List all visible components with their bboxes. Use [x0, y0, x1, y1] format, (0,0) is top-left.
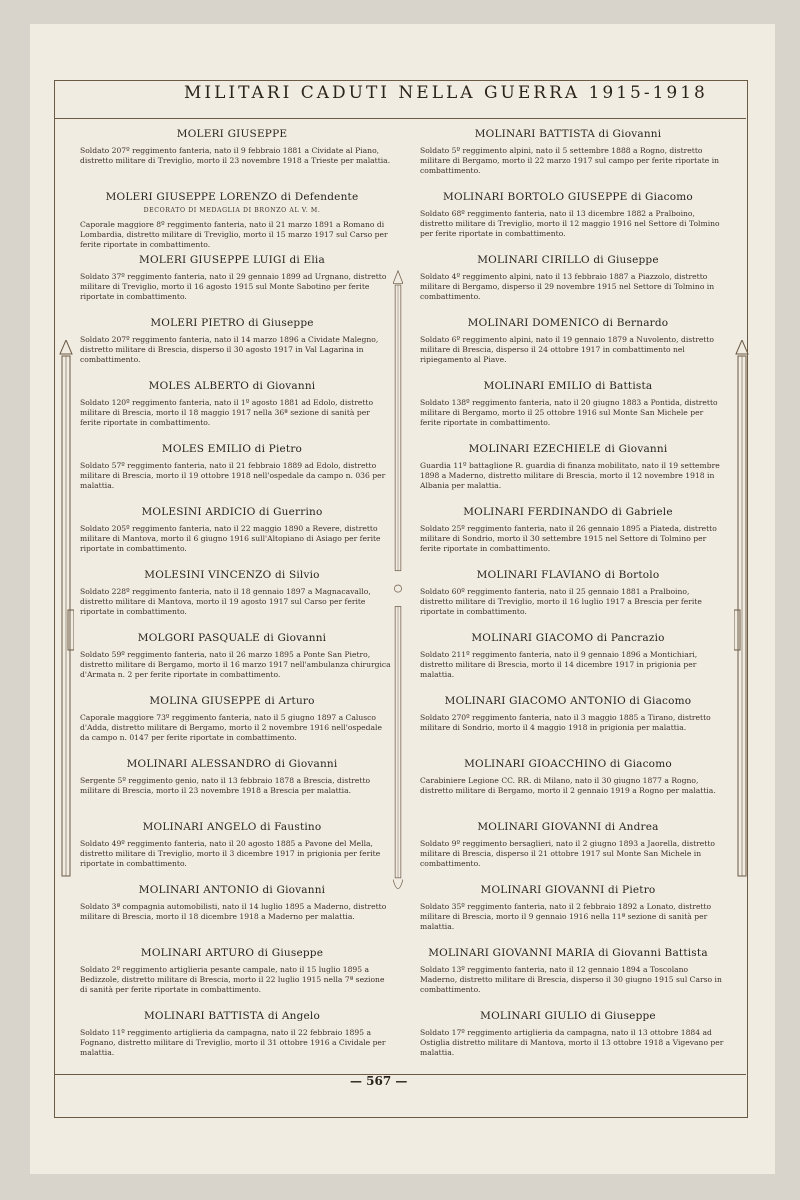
entry-name: MOLERI PIETRO di Giuseppe	[150, 317, 314, 329]
entry	[412, 632, 724, 680]
entry-text: Soldato 35º reggimento fanteria, nato il 2 febbraio 1892 a Lonato, distretto militare di Brescia, morto il 9 gennaio 1916 nella 11ª sezione di sanità per malattia.	[420, 902, 712, 931]
entry-text: Soldato 270º reggimento fanteria, nato il 3 maggio 1885 a Tirano, distretto militare di Sondrio, morto il 4 maggio 1918 in prigionia per malattia.	[420, 713, 711, 732]
page-header	[54, 80, 746, 119]
entry	[412, 317, 724, 365]
entry-text: Soldato 138º reggimento fanteria, nato il 20 giugno 1883 a Pontida, distretto militare di Bergamo, morto il 25 ottobre 1916 sul Monte San Michele per ferite riportate in combattimento.	[420, 398, 718, 427]
entry	[72, 443, 392, 491]
entry	[412, 443, 724, 491]
center-fasces-ornament	[393, 150, 403, 1020]
entry-name: MOLERI GIUSEPPE	[176, 128, 288, 140]
entry	[412, 128, 724, 176]
entry-text: Soldato 4º reggimento alpini, nato il 13 febbraio 1887 a Piazzolo, distretto militare di Bergamo, disperso il 29 novembre 1915 nel Settore di Tolmino in combattimento.	[420, 272, 715, 301]
entry-name: MOLINARI GIOVANNI di Pietro	[480, 884, 656, 896]
entry-text: Soldato 6º reggimento alpini, nato il 19 gennaio 1879 a Nuvolento, distretto militare di Brescia, disperso il 24 ottobre 1917 in combattimento nel ripiegamento al Piave.	[420, 335, 714, 364]
entry-text: Soldato 37º reggimento fanteria, nato il 29 gennaio 1899 ad Urgnano, distretto militare di Treviglio, morto il 16 agosto 1915 sul Monte Sabotino per ferite riportate in combattimento.	[80, 272, 387, 301]
entry-text: Soldato 17º reggimento artiglieria da campagna, nato il 13 ottobre 1884 ad Ostiglia distretto militare di Mantova, morto il 13 ottobre 1918 a Vigevano per malattia.	[420, 1028, 724, 1057]
entry-text: Soldato 68º reggimento fanteria, nato il 13 dicembre 1882 a Pralboino, distretto militare di Treviglio, morto il 12 maggio 1916 nel Settore di Tolmino per ferite riportate in combattimento.	[420, 209, 720, 238]
entry	[412, 884, 724, 932]
entry-name: MOLINARI BATTISTA di Giovanni	[474, 128, 662, 140]
entry-name: MOLES EMILIO di Pietro	[161, 443, 303, 455]
entry-name: MOLESINI VINCENZO di Silvio	[144, 569, 320, 581]
entry	[72, 947, 392, 995]
entry-decoration: DECORATO DI MEDAGLIA DI BRONZO AL V. M.	[143, 207, 321, 214]
entry-name: MOLINARI GIACOMO di Pancrazio	[471, 632, 665, 644]
entry	[412, 758, 724, 796]
entry	[72, 569, 392, 617]
entry-text: Soldato 60º reggimento fanteria, nato il 25 gennaio 1881 a Pralboino, distretto militare di Treviglio, morto il 16 luglio 1917 a Brescia per ferite riportate in combattimento.	[420, 587, 702, 616]
entry-name: MOLERI GIUSEPPE LUIGI di Elia	[139, 254, 325, 266]
entry	[72, 1010, 392, 1058]
entry	[72, 884, 392, 922]
entry-text: Caporale maggiore 73º reggimento fanteria, nato il 5 giugno 1897 a Calusco d'Adda, distretto militare di Bergamo, morto il 2 novembre 1916 nell'ospedale da campo n. 0147 per ferite riportate in combattimento.	[80, 713, 382, 742]
entry-text: Soldato 13º reggimento fanteria, nato il 12 gennaio 1894 a Toscolano Maderno, distretto militare di Brescia, disperso il 30 giugno 1915 sul Carso in combattimento.	[420, 965, 722, 994]
entry-name: MOLERI GIUSEPPE LORENZO di Defendente	[105, 191, 359, 203]
entry	[412, 380, 724, 428]
entry-name: MOLINARI FERDINANDO di Gabriele	[463, 506, 673, 518]
entry-text: Soldato 211º reggimento fanteria, nato il 9 gennaio 1896 a Montichiari, distretto militare di Brescia, morto il 14 dicembre 1917 in prigionia per malattia.	[420, 650, 698, 679]
entry-name: MOLINARI EZECHIELE di Giovanni	[468, 443, 668, 455]
entry	[72, 128, 392, 166]
entry-name: MOLINARI FLAVIANO di Bortolo	[476, 569, 660, 581]
entry	[412, 1010, 724, 1058]
entry	[72, 758, 392, 796]
entry-text: Soldato 49º reggimento fanteria, nato il 20 agosto 1885 a Pavone del Mella, distretto militare di Treviglio, morto il 3 dicembre 1917 in prigionia per ferite riportate in combattimento.	[80, 839, 381, 868]
page-number: — 567 —	[350, 1074, 408, 1088]
entry-name: MOLINARI EMILIO di Battista	[483, 380, 653, 392]
entry-name: MOLINARI ANTONIO di Giovanni	[138, 884, 326, 896]
entry-name: MOLINARI ANGELO di Faustino	[142, 821, 322, 833]
entry	[72, 695, 392, 743]
entry-name: MOLINARI ALESSANDRO di Giovanni	[126, 758, 338, 770]
entry-text: Soldato 207º reggimento fanteria, nato il 14 marzo 1896 a Cividate Malegno, distretto militare di Brescia, disperso il 30 agosto 1917 in Val Lagarina in combattimento.	[80, 335, 379, 364]
entry-text: Carabiniere Legione CC. RR. di Milano, nato il 30 giugno 1877 a Rogno, distretto militare di Bergamo, morto il 2 gennaio 1919 a Rogno per malattia.	[420, 776, 716, 795]
entry-name: MOLINARI BORTOLO GIUSEPPE di Giacomo	[443, 191, 693, 203]
entry-name: MOLINARI ARTURO di Giuseppe	[140, 947, 324, 959]
entry	[72, 317, 392, 365]
entry	[412, 506, 724, 554]
entry-text: Soldato 2º reggimento artiglieria pesante campale, nato il 15 luglio 1895 a Bedizzole, distretto militare di Brescia, morto il 22 luglio 1915 nella 7ª sezione di sanità per ferite riportate in combattimento.	[80, 965, 385, 994]
entry-text: Soldato 59º reggimento fanteria, nato il 26 marzo 1895 a Ponte San Pietro, distretto militare di Bergamo, morto il 16 marzo 1917 nell'ambulanza chirurgica d'Armata n. 2 per ferite riportate in combattimento.	[80, 650, 391, 679]
entry-name: MOLINA GIUSEPPE di Arturo	[149, 695, 315, 707]
entry	[412, 191, 724, 239]
entry	[412, 821, 724, 869]
entry-name: MOLESINI ARDICIO di Guerrino	[141, 506, 323, 518]
entry	[412, 695, 724, 733]
entry	[412, 947, 724, 995]
entry-name: MOLINARI CIRILLO di Giuseppe	[477, 254, 659, 266]
entry	[412, 569, 724, 617]
right-fasces-ornament	[734, 340, 750, 900]
entry-name: MOLINARI GIACOMO ANTONIO di Giacomo	[444, 695, 692, 707]
entry	[72, 821, 392, 869]
entry-name: MOLES ALBERTO di Giovanni	[148, 380, 316, 392]
entry-text: Caporale maggiore 8º reggimento fanteria, nato il 21 marzo 1891 a Romano di Lombardia, distretto militare di Treviglio, morto il 15 marzo 1917 sul Carso per ferite riportate in combattimento.	[80, 220, 388, 249]
entry-text: Soldato 228º reggimento fanteria, nato il 18 gennaio 1897 a Magnacavallo, distretto militare di Mantova, morto il 19 agosto 1917 sul Carso per ferite riportate in combattimento.	[80, 587, 371, 616]
entry-text: Soldato 11º reggimento artiglieria da campagna, nato il 22 febbraio 1895 a Fognano, distretto militare di Treviglio, morto il 31 ottobre 1916 a Cividale per malattia.	[80, 1028, 386, 1057]
entry	[72, 506, 392, 554]
entry-name: MOLGORI PASQUALE di Giovanni	[137, 632, 327, 644]
entry-text: Soldato 25º reggimento fanteria, nato il 26 gennaio 1895 a Piateda, distretto militare di Sondrio, morto il 30 settembre 1915 nel Settore di Tolmino per ferite riportate in combattimento.	[420, 524, 717, 553]
entry-name: MOLINARI BATTISTA di Angelo	[143, 1010, 321, 1022]
entry-name: MOLINARI GIOACCHINO di Giacomo	[464, 758, 672, 770]
entry-text: Soldato 120º reggimento fanteria, nato il 1º agosto 1881 ad Edolo, distretto militare di Brescia, morto il 18 maggio 1917 nella 36ª sezione di sanità per ferite riportate in combattimento.	[80, 398, 374, 427]
entry	[72, 254, 392, 302]
entry-text: Sergente 5º reggimento genio, nato il 13 febbraio 1878 a Brescia, distretto militare di Brescia, morto il 23 novembre 1918 a Brescia per malattia.	[80, 776, 371, 795]
entry-text: Soldato 207º reggimento fanteria, nato il 9 febbraio 1881 a Cividate al Piano, distretto militare di Treviglio, morto il 23 novembre 1918 a Trieste per malattia.	[80, 146, 391, 165]
entry	[72, 632, 392, 680]
entry-text: Soldato 3ª compagnia automobilisti, nato il 14 luglio 1895 a Maderno, distretto militare di Brescia, morto il 18 dicembre 1918 a Maderno per malattia.	[80, 902, 387, 921]
entry-text: Soldato 57º reggimento fanteria, nato il 21 febbraio 1889 ad Edolo, distretto militare di Brescia, morto il 19 ottobre 1918 nell'ospedale da campo n. 036 per malattia.	[80, 461, 386, 490]
entry-text: Soldato 205º reggimento fanteria, nato il 22 maggio 1890 a Revere, distretto militare di Mantova, morto il 6 giugno 1916 sull'Altopiano di Asiago per ferite riportate in combattimento.	[80, 524, 381, 553]
entry-text: Guardia 11º battaglione R. guardia di finanza mobilitato, nato il 19 settembre 1898 a Maderno, distretto militare di Brescia, morto il 12 novembre 1918 in Albania per malattia.	[420, 461, 720, 490]
entry-name: MOLINARI GIOVANNI di Andrea	[477, 821, 659, 833]
page-title: MILITARI CADUTI NELLA GUERRA 1915-1918	[184, 83, 708, 103]
entry-text: Soldato 9º reggimento bersaglieri, nato il 2 giugno 1893 a Jaorella, distretto militare di Brescia, disperso il 21 ottobre 1917 sul Monte San Michele in combattimento.	[420, 839, 715, 868]
entry	[72, 380, 392, 428]
entry	[412, 254, 724, 302]
entry	[72, 191, 392, 250]
entry-name: MOLINARI GIOVANNI MARIA di Giovanni Battista	[428, 947, 708, 959]
entry-name: MOLINARI DOMENICO di Bernardo	[467, 317, 669, 329]
entry-text: Soldato 5º reggimento alpini, nato il 5 settembre 1888 a Rogno, distretto militare di Bergamo, morto il 22 marzo 1917 sul campo per ferite riportate in combattimento.	[420, 146, 720, 175]
entry-name: MOLINARI GIULIO di Giuseppe	[480, 1010, 656, 1022]
